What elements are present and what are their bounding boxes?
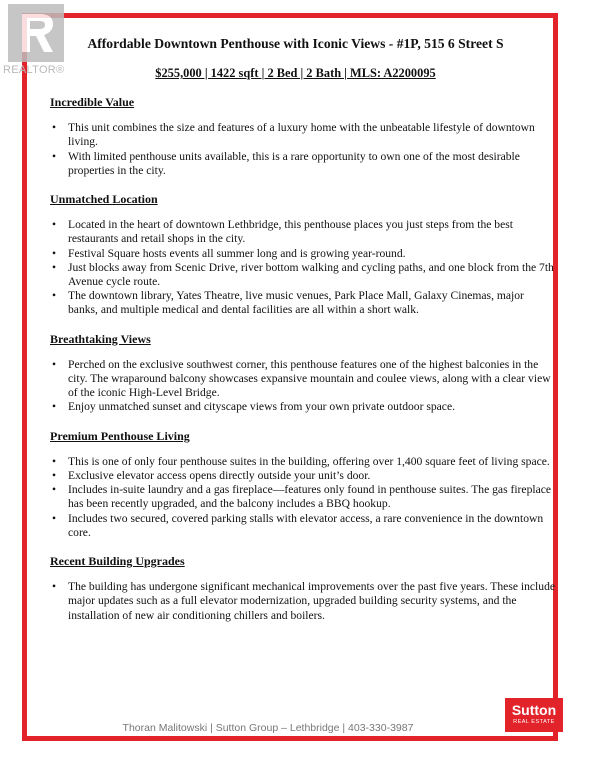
list-item: • This unit combines the size and features of a luxury home with the unbeatable lifestyle of downtown living. bbox=[50, 121, 555, 149]
list-item: • Includes in-suite laundry and a gas fireplace—features only found in penthouse suites. The gas fireplace has been recently upgraded, and the balcony includes a BBQ hookup. bbox=[50, 483, 555, 511]
realtor-text: REALTOR® bbox=[3, 64, 65, 76]
list-item: • The building has undergone significant mechanical improvements over the past five years. These include major updates such as a full elevator modernization, upgraded building security systems, and the installation of new air conditioning chillers and boilers. bbox=[50, 580, 555, 623]
flyer-content bbox=[50, 95, 555, 637]
list-item: • Festival Square hosts events all summer long and is growing year-round. bbox=[50, 247, 555, 261]
list-item: • Exclusive elevator access opens directly outside your unit’s door. bbox=[50, 469, 555, 483]
sutton-logo bbox=[505, 698, 563, 732]
agent-contact-line: Thoran Malitowski | Sutton Group – Lethbridge | 403-330-3987 bbox=[122, 722, 414, 734]
section-breathtaking-views bbox=[50, 332, 555, 415]
list-item: • Enjoy unmatched sunset and cityscape views from your own private outdoor space. bbox=[50, 400, 555, 414]
section-heading: Incredible Value bbox=[50, 95, 135, 109]
list-item: • Just blocks away from Scenic Drive, river bottom walking and cycling paths, and one block from the 7th Avenue cycle route. bbox=[50, 261, 555, 289]
list-item: • Located in the heart of downtown Lethbridge, this penthouse places you just steps from the best restaurants and retail shops in the city. bbox=[50, 218, 555, 246]
section-heading: Recent Building Upgrades bbox=[50, 554, 185, 569]
section-unmatched-location bbox=[50, 192, 555, 318]
bullet-list bbox=[50, 358, 555, 415]
bullet-list bbox=[50, 218, 555, 317]
page-title: Affordable Downtown Penthouse with Iconic Views - #1P, 515 6 Street S bbox=[87, 36, 504, 51]
list-item: • Perched on the exclusive southwest corner, this penthouse features one of the highest balconies in the city. The wraparound balcony showcases expansive mountain and coulee views, along with a clear view of the iconic High-Level Bridge. bbox=[50, 358, 555, 401]
sutton-brand-subtext: REAL ESTATE bbox=[513, 719, 555, 725]
section-heading: Unmatched Location bbox=[50, 192, 158, 207]
realtor-r-icon bbox=[8, 4, 64, 62]
section-heading: Breathtaking Views bbox=[50, 331, 151, 346]
sutton-brand-text: Sutton bbox=[511, 702, 557, 718]
bullet-list bbox=[50, 121, 555, 178]
section-incredible-value bbox=[50, 95, 555, 178]
list-item: • This is one of only four penthouse suites in the building, offering over 1,400 square feet of living space. bbox=[50, 455, 555, 469]
list-item: • The downtown library, Yates Theatre, live music venues, Park Place Mall, Galaxy Cinemas, major banks, and multiple medical and dental facilities are all within a short walk. bbox=[50, 289, 555, 317]
bullet-list bbox=[50, 455, 555, 540]
realtor-watermark bbox=[0, 0, 72, 86]
section-recent-building-upgrades bbox=[50, 554, 555, 623]
listing-summary: $255,000 | 1422 sqft | 2 Bed | 2 Bath | MLS: A2200095 bbox=[155, 66, 436, 80]
section-heading: Premium Penthouse Living bbox=[50, 428, 190, 443]
list-item: • With limited penthouse units available, this is a rare opportunity to own one of the most desirable properties in the city. bbox=[50, 150, 555, 178]
section-premium-penthouse-living bbox=[50, 429, 555, 540]
list-item: • Includes two secured, covered parking stalls with elevator access, a rare convenience in the downtown core. bbox=[50, 512, 555, 540]
bullet-list bbox=[50, 580, 555, 623]
